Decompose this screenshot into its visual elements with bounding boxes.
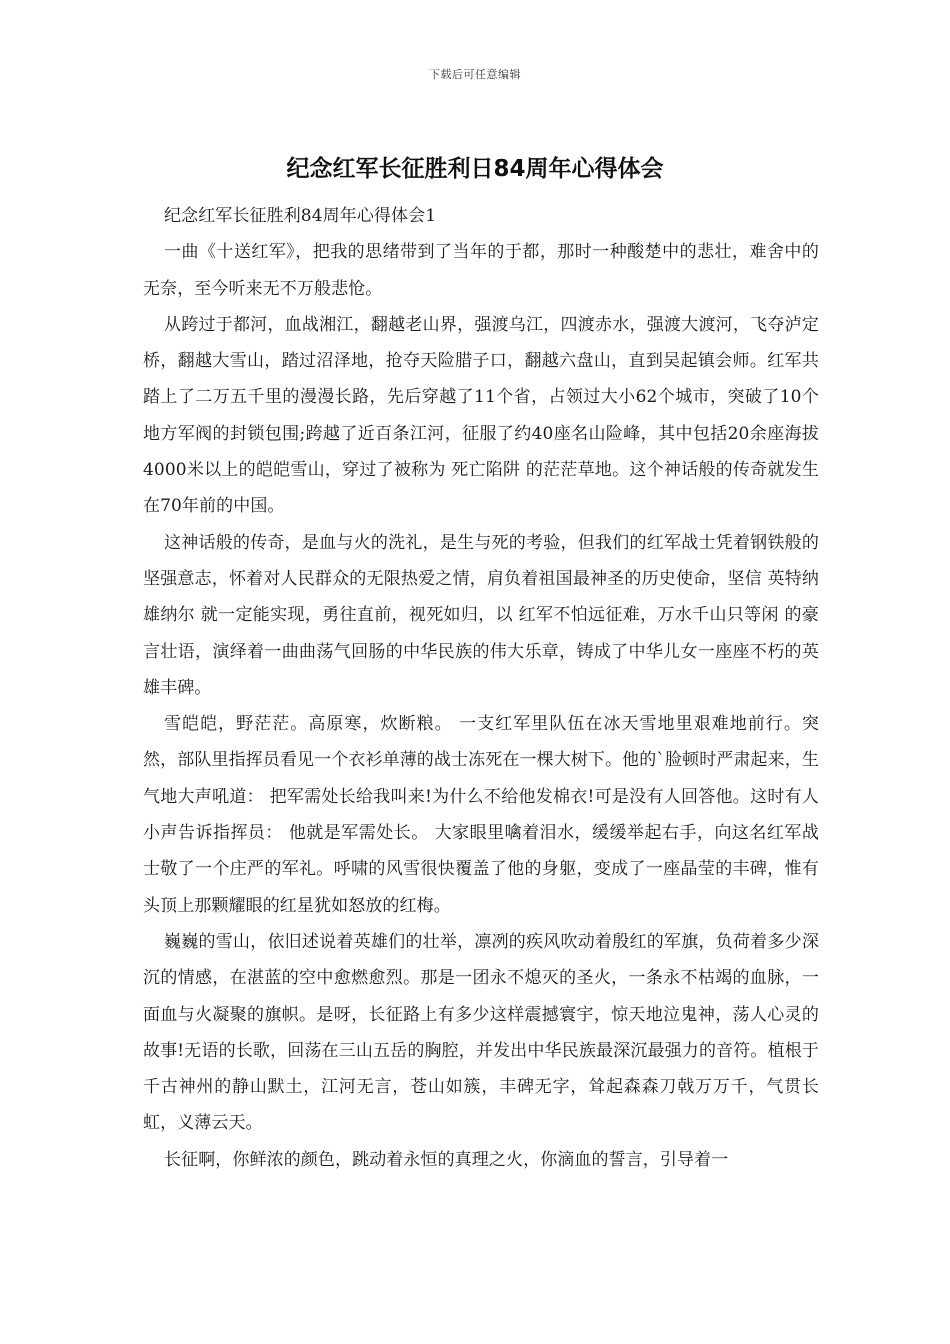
- header-note: 下载后可任意编辑: [429, 68, 521, 81]
- paragraph-6: 长征啊，你鲜浓的颜色，跳动着永恒的真理之火，你滴血的誓言，引导着一: [164, 1149, 729, 1170]
- paragraph-5: 巍巍的雪山，依旧述说着英雄们的壮举，凛冽的疾风吹动着殷红的军旗，负荷着多少深沉的情感，在湛蓝的空中愈燃愈烈。那是一团永不熄灭的圣火，一条永不枯竭的血脉，一面血与火凝聚的旗帜。是呀，长征路上有多少这样震撼寰宇，惊天地泣鬼神，荡人心灵的故事!无语的长歌，回荡在三山五岳的胸腔，并发出中华民族最深沉最强力的音符。植根于千古神州的静山默土，江河无言，苍山如簇，丰碑无字，耸起森森刀戟万万千，气贯长虹，义薄云天。: [143, 931, 819, 1134]
- document-body: [143, 198, 819, 1178]
- paragraph-4: 雪皑皑，野茫茫。高原寒，炊断粮。 一支红军里队伍在冰天雪地里艰难地前行。突然，部队里指挥员看见一个衣衫单薄的战士冻死在一棵大树下。他的`脸顿时严肃起来，生气地大声吼道： 把军需处长给我叫来!为什么不给他发棉衣!可是没有人回答他。这时有人小声告诉指挥员： 他就是军需处长。 大家眼里噙着泪水，缓缓举起右手，向这名红军战士敬了一个庄严的军礼。呼啸的风雪很快覆盖了他的身躯，变成了一座晶莹的丰碑，惟有头顶上那颗耀眼的红星犹如怒放的红梅。: [143, 714, 819, 916]
- document-subtitle: 纪念红军长征胜利84周年心得体会1: [164, 206, 437, 226]
- paragraph-1: 一曲《十送红军》，把我的思绪带到了当年的于都，那时一种酸楚中的悲壮，难舍中的无奈，至今听来无不万般悲怆。: [143, 242, 819, 299]
- paragraph-3: 这神话般的传奇，是血与火的洗礼，是生与死的考验，但我们的红军战士凭着钢铁般的坚强意志，怀着对人民群众的无限热爱之情，肩负着祖国最神圣的历史使命，坚信 英特纳雄纳尔 就一定能实现，勇往直前，视死如归，以 红军不怕远征难，万水千山只等闲 的豪言壮语，演绎着一曲曲荡气回肠的中华民族的伟大乐章，铸成了中华儿女一座座不朽的英雄丰碑。: [143, 532, 819, 698]
- document-title: 纪念红军长征胜利日84周年心得体会: [286, 156, 664, 182]
- paragraph-2: 从跨过于都河，血战湘江，翻越老山界，强渡乌江，四渡赤水，强渡大渡河，飞夺泸定桥，翻越大雪山，踏过沼泽地，抢夺天险腊子口，翻越六盘山，直到吴起镇会师。红军共踏上了二万五千里的漫漫长路，先后穿越了11个省，占领过大小62个城市，突破了10个地方军阀的封锁包围;跨越了近百条江河，征服了约40座名山险峰，其中包括20余座海拔4000米以上的皑皑雪山，穿过了被称为 死亡陷阱 的茫茫草地。这个神话般的传奇就发生在70年前的中国。: [143, 314, 819, 517]
